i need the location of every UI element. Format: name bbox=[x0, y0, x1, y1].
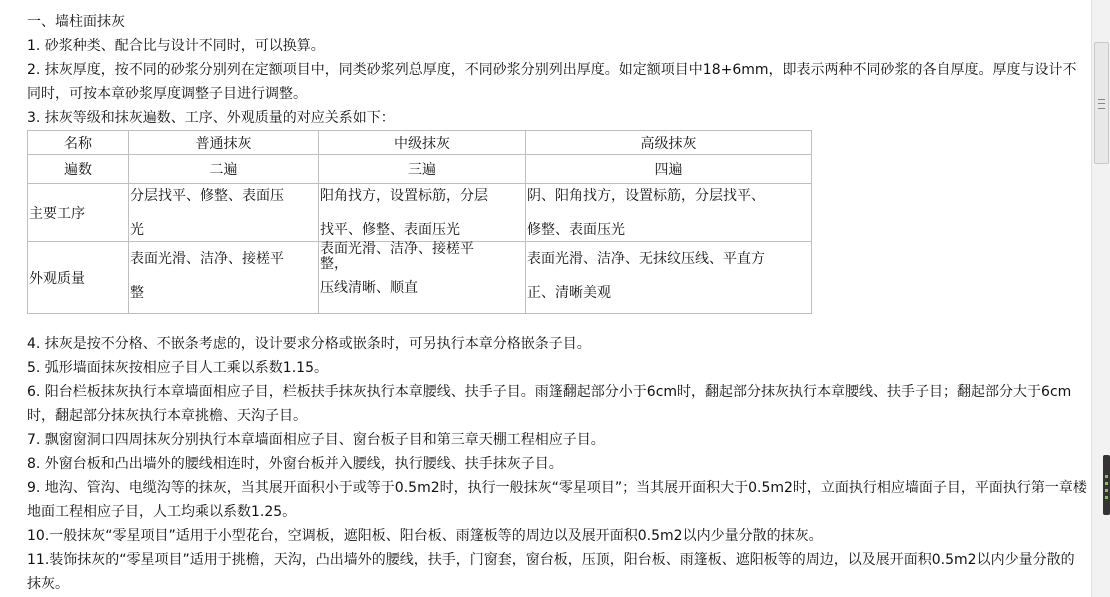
table-row bbox=[28, 242, 812, 314]
indicator-bar bbox=[1105, 475, 1108, 478]
table-cell bbox=[129, 242, 319, 314]
item-8: 8. 外窗台板和凸出墙外的腰线相连时，外窗台板并入腰线，执行腰线、扶手抹灰子目。 bbox=[27, 456, 563, 472]
item-3: 3. 抹灰等级和抹灰遍数、工序、外观质量的对应关系如下： bbox=[27, 110, 395, 126]
table-cell bbox=[129, 184, 319, 242]
table-cell bbox=[319, 242, 526, 314]
document-body bbox=[27, 10, 1087, 596]
item-4: 4. 抹灰是按不分格、不嵌条考虑的，设计要求分格或嵌条时，可另执行本章分格嵌条子目。 bbox=[27, 336, 591, 352]
table-row bbox=[28, 184, 812, 242]
table-header-cell: 名称 bbox=[28, 131, 129, 155]
indicator-bar bbox=[1105, 496, 1108, 499]
table-cell: 三遍 bbox=[319, 155, 526, 184]
table-header-cell: 中级抹灰 bbox=[319, 131, 526, 155]
cell-line: 表面光滑、洁净、无抹纹压线、平直方 bbox=[527, 251, 765, 267]
cell-line: 压线清晰、顺直 bbox=[320, 280, 418, 296]
item-7: 7. 飘窗窗洞口四周抹灰分别执行本章墙面相应子目、窗台板子目和第三章天棚工程相应子目。 bbox=[27, 432, 605, 448]
table-header-cell: 高级抹灰 bbox=[526, 131, 812, 155]
table-cell bbox=[526, 184, 812, 242]
table-cell: 主要工序 bbox=[28, 184, 129, 242]
cell-line: 整， bbox=[320, 256, 348, 272]
plaster-grade-table bbox=[27, 130, 812, 314]
table-cell bbox=[526, 242, 812, 314]
cell-line: 找平、修整、表面压光 bbox=[320, 222, 460, 238]
table-cell: 外观质量 bbox=[28, 242, 129, 314]
indicator-bar bbox=[1105, 482, 1108, 485]
item-11: 11.装饰抹灰的“零星项目”适用于挑檐，天沟，凸出墙外的腰线，扶手，门窗套，窗台板，压顶，阳台板、雨篷板、遮阳板等的周边，以及展开面积0.5m2以内少量分散的抹灰。 bbox=[27, 552, 1075, 592]
scrollbar-thumb[interactable] bbox=[1094, 42, 1109, 164]
grip-icon bbox=[1098, 99, 1105, 109]
cell-line: 阳角找方，设置标筋，分层 bbox=[320, 188, 488, 204]
cell-line: 分层找平、修整、表面压 bbox=[130, 188, 284, 204]
table-row bbox=[28, 155, 812, 184]
table-cell: 遍数 bbox=[28, 155, 129, 184]
cell-line: 表面光滑、洁净、接槎平 bbox=[130, 251, 284, 267]
table-cell: 四遍 bbox=[526, 155, 812, 184]
cell-line: 整 bbox=[130, 285, 144, 301]
indicator-bar bbox=[1105, 489, 1108, 492]
item-5: 5. 弧形墙面抹灰按相应子目人工乘以系数1.15。 bbox=[27, 360, 328, 376]
cell-line: 阴、阳角找方，设置标筋，分层找平、 bbox=[527, 188, 765, 204]
table-cell: 二遍 bbox=[129, 155, 319, 184]
item-10: 10.一般抹灰“零星项目”适用于小型花台，空调板，遮阳板、阳台板、雨篷板等的周边以及展开面积0.5m2以内少量分散的抹灰。 bbox=[27, 528, 823, 544]
item-1: 1. 砂浆种类、配合比与设计不同时，可以换算。 bbox=[27, 38, 325, 54]
cell-line: 表面光滑、洁净、接槎平 bbox=[320, 241, 474, 257]
side-panel-indicator-icon bbox=[1103, 455, 1110, 515]
item-9: 9. 地沟、管沟、电缆沟等的抹灰，当其展开面积小于或等于0.5m2时，执行一般抹灰“零星项目”；当其展开面积大于0.5m2时，立面执行相应墙面子目，平面执行第一章楼地面工程相应子目，人工均乘以系数1.25。 bbox=[27, 480, 1087, 520]
cell-line: 正、清晰美观 bbox=[527, 285, 611, 301]
table-row bbox=[28, 131, 812, 155]
cell-line: 光 bbox=[130, 222, 144, 238]
item-6: 6. 阳台栏板抹灰执行本章墙面相应子目，栏板扶手抹灰执行本章腰线、扶手子目。雨篷翻起部分小于6cm时，翻起部分抹灰执行本章腰线、扶手子目；翻起部分大于6cm时，翻起部分抹灰执行本章挑檐、天沟子目。 bbox=[27, 384, 1072, 424]
table-cell bbox=[319, 184, 526, 242]
table-header-cell: 普通抹灰 bbox=[129, 131, 319, 155]
item-2: 2. 抹灰厚度，按不同的砂浆分别列在定额项目中，同类砂浆列总厚度，不同砂浆分别列出厚度。如定额项目中18+6mm，即表示两种不同砂浆的各自厚度。厚度与设计不同时，可按本章砂浆厚度调整子目进行调整。 bbox=[27, 62, 1077, 102]
section-heading: 一、墙柱面抹灰 bbox=[27, 14, 125, 30]
cell-line: 修整、表面压光 bbox=[527, 222, 625, 238]
